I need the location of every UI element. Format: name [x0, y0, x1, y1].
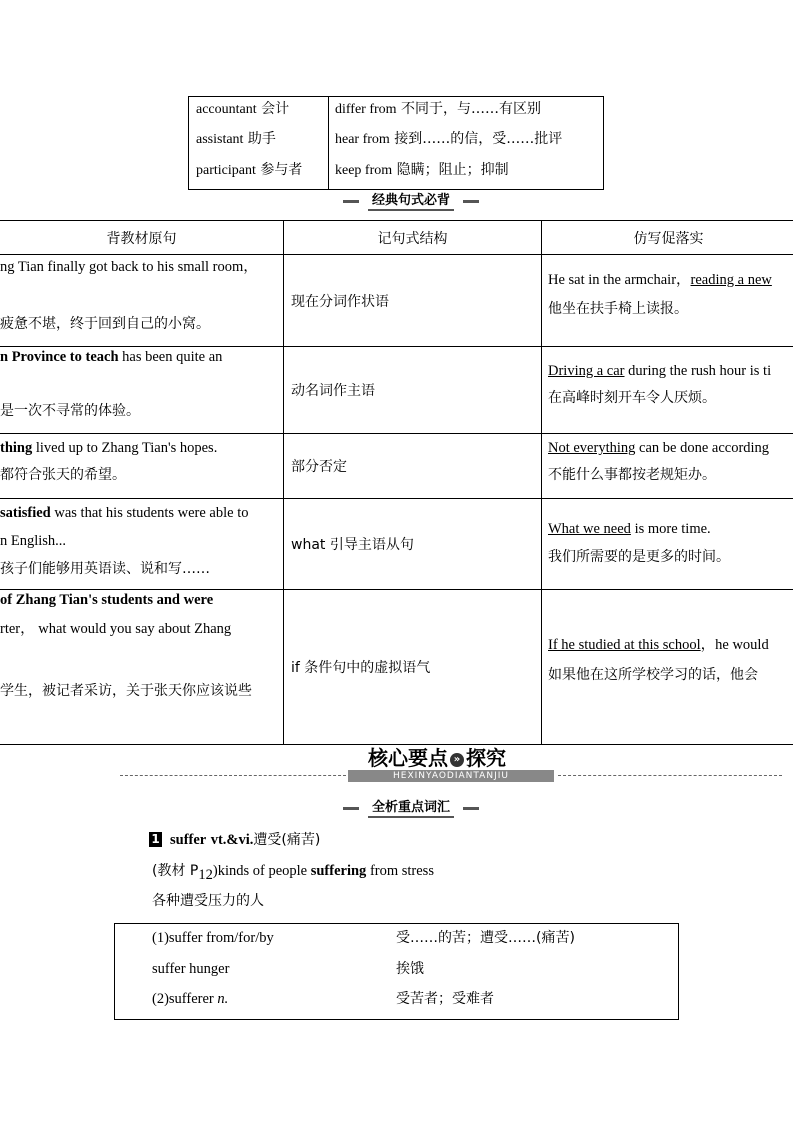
vocab-item: participant 参与者	[196, 162, 303, 178]
original-sentence: n Province to teach has been quite an	[0, 349, 223, 365]
usage-phrase: (1)suffer from/for/by	[152, 930, 274, 946]
entry-translation: 各种遭受压力的人	[152, 893, 264, 909]
section-badge-vocab: 全析重点词汇	[343, 800, 479, 816]
usage-box	[114, 923, 679, 1020]
usage-meaning: 受苦者；受难者	[396, 991, 494, 1007]
usage-meaning: 挨饿	[396, 961, 424, 977]
original-translation: 都符合张天的希望。	[0, 467, 126, 483]
sentence-table	[0, 220, 793, 745]
imitation-sentence: If he studied at this school，he would	[548, 637, 769, 653]
entry-number: 1	[149, 832, 162, 847]
original-sentence: of Zhang Tian's students and were	[0, 592, 214, 608]
original-translation: 学生，被记者采访，关于张天你应该说些	[0, 683, 252, 699]
table-row	[0, 347, 793, 434]
entry-headword: suffer vt.&vi.遭受(痛苦)	[170, 832, 321, 848]
original-sentence-line2: n English...	[0, 533, 67, 549]
usage-meaning: 受……的苦；遭受……(痛苦)	[396, 930, 575, 946]
imitation-translation: 他坐在扶手椅上读报。	[548, 301, 688, 317]
section-badge-sentences: 经典句式必背	[343, 193, 479, 209]
table-row	[0, 255, 793, 347]
vocab-item: accountant 会计	[196, 101, 290, 117]
structure-label: 现在分词作状语	[291, 293, 389, 310]
entry-source: (教材 $P_{12})kinds$ of people suffering from stress	[152, 863, 434, 883]
double-arrow-icon: »	[450, 753, 464, 767]
header-imitation: 仿写促落实	[542, 221, 793, 255]
original-sentence: thing lived up to Zhang Tian's hopes.	[0, 440, 218, 456]
imitation-translation: 如果他在这所学校学习的话，他会	[548, 667, 758, 683]
header-original: 背教材原句	[0, 221, 284, 255]
original-sentence-line2: rter， what would you say about Zhang	[0, 621, 232, 637]
imitation-translation: 我们所需要的是更多的时间。	[548, 549, 730, 565]
imitation-sentence: Driving a car during the rush hour is ti	[548, 363, 772, 379]
imitation-sentence: What we need is more time.	[548, 521, 711, 537]
original-sentence: ng Tian finally got back to his small room，	[0, 259, 258, 275]
imitation-sentence: Not everything can be done according	[548, 440, 770, 456]
vocab-item: hear from 接到……的信，受……批评	[335, 131, 563, 147]
structure-label: what 引导主语从句	[291, 537, 414, 553]
structure-label: 动名词作主语	[291, 383, 375, 399]
table-row	[0, 590, 793, 745]
imitation-translation: 在高峰时刻开车令人厌烦。	[548, 390, 716, 406]
usage-phrase: suffer hunger	[152, 961, 230, 977]
vocab-item: keep from 隐瞒；阻止；抑制	[335, 162, 509, 178]
imitation-sentence: He sat in the armchair，reading a new	[548, 272, 772, 288]
vocab-divider	[328, 97, 329, 189]
original-translation: 是一次不寻常的体验。	[0, 403, 140, 419]
original-translation: 孩子们能够用英语读、说和写……	[0, 561, 210, 577]
imitation-translation: 不能什么事都按老规矩办。	[548, 467, 716, 483]
core-section-header	[120, 742, 782, 784]
vocab-box	[188, 96, 604, 190]
header-structure: 记句式结构	[284, 221, 542, 255]
original-sentence: satisfied was that his students were able to	[0, 505, 249, 521]
table-row	[0, 499, 793, 590]
structure-label: 部分否定	[291, 459, 347, 475]
core-title: 核心要点 » 探究	[368, 746, 506, 770]
core-pinyin: HEXINYAODIANTANJIU	[348, 770, 554, 782]
structure-label: if 条件句中的虚拟语气	[291, 660, 431, 676]
table-header-row	[0, 221, 793, 255]
vocab-item: differ from 不同于，与……有区别	[335, 101, 542, 117]
dashed-rule	[120, 775, 346, 776]
original-translation: 疲惫不堪，终于回到自己的小窝。	[0, 316, 210, 332]
vocab-item: assistant 助手	[196, 131, 276, 147]
usage-phrase: (2)sufferer n.	[152, 991, 229, 1007]
table-row	[0, 434, 793, 499]
dashed-rule	[558, 775, 782, 776]
